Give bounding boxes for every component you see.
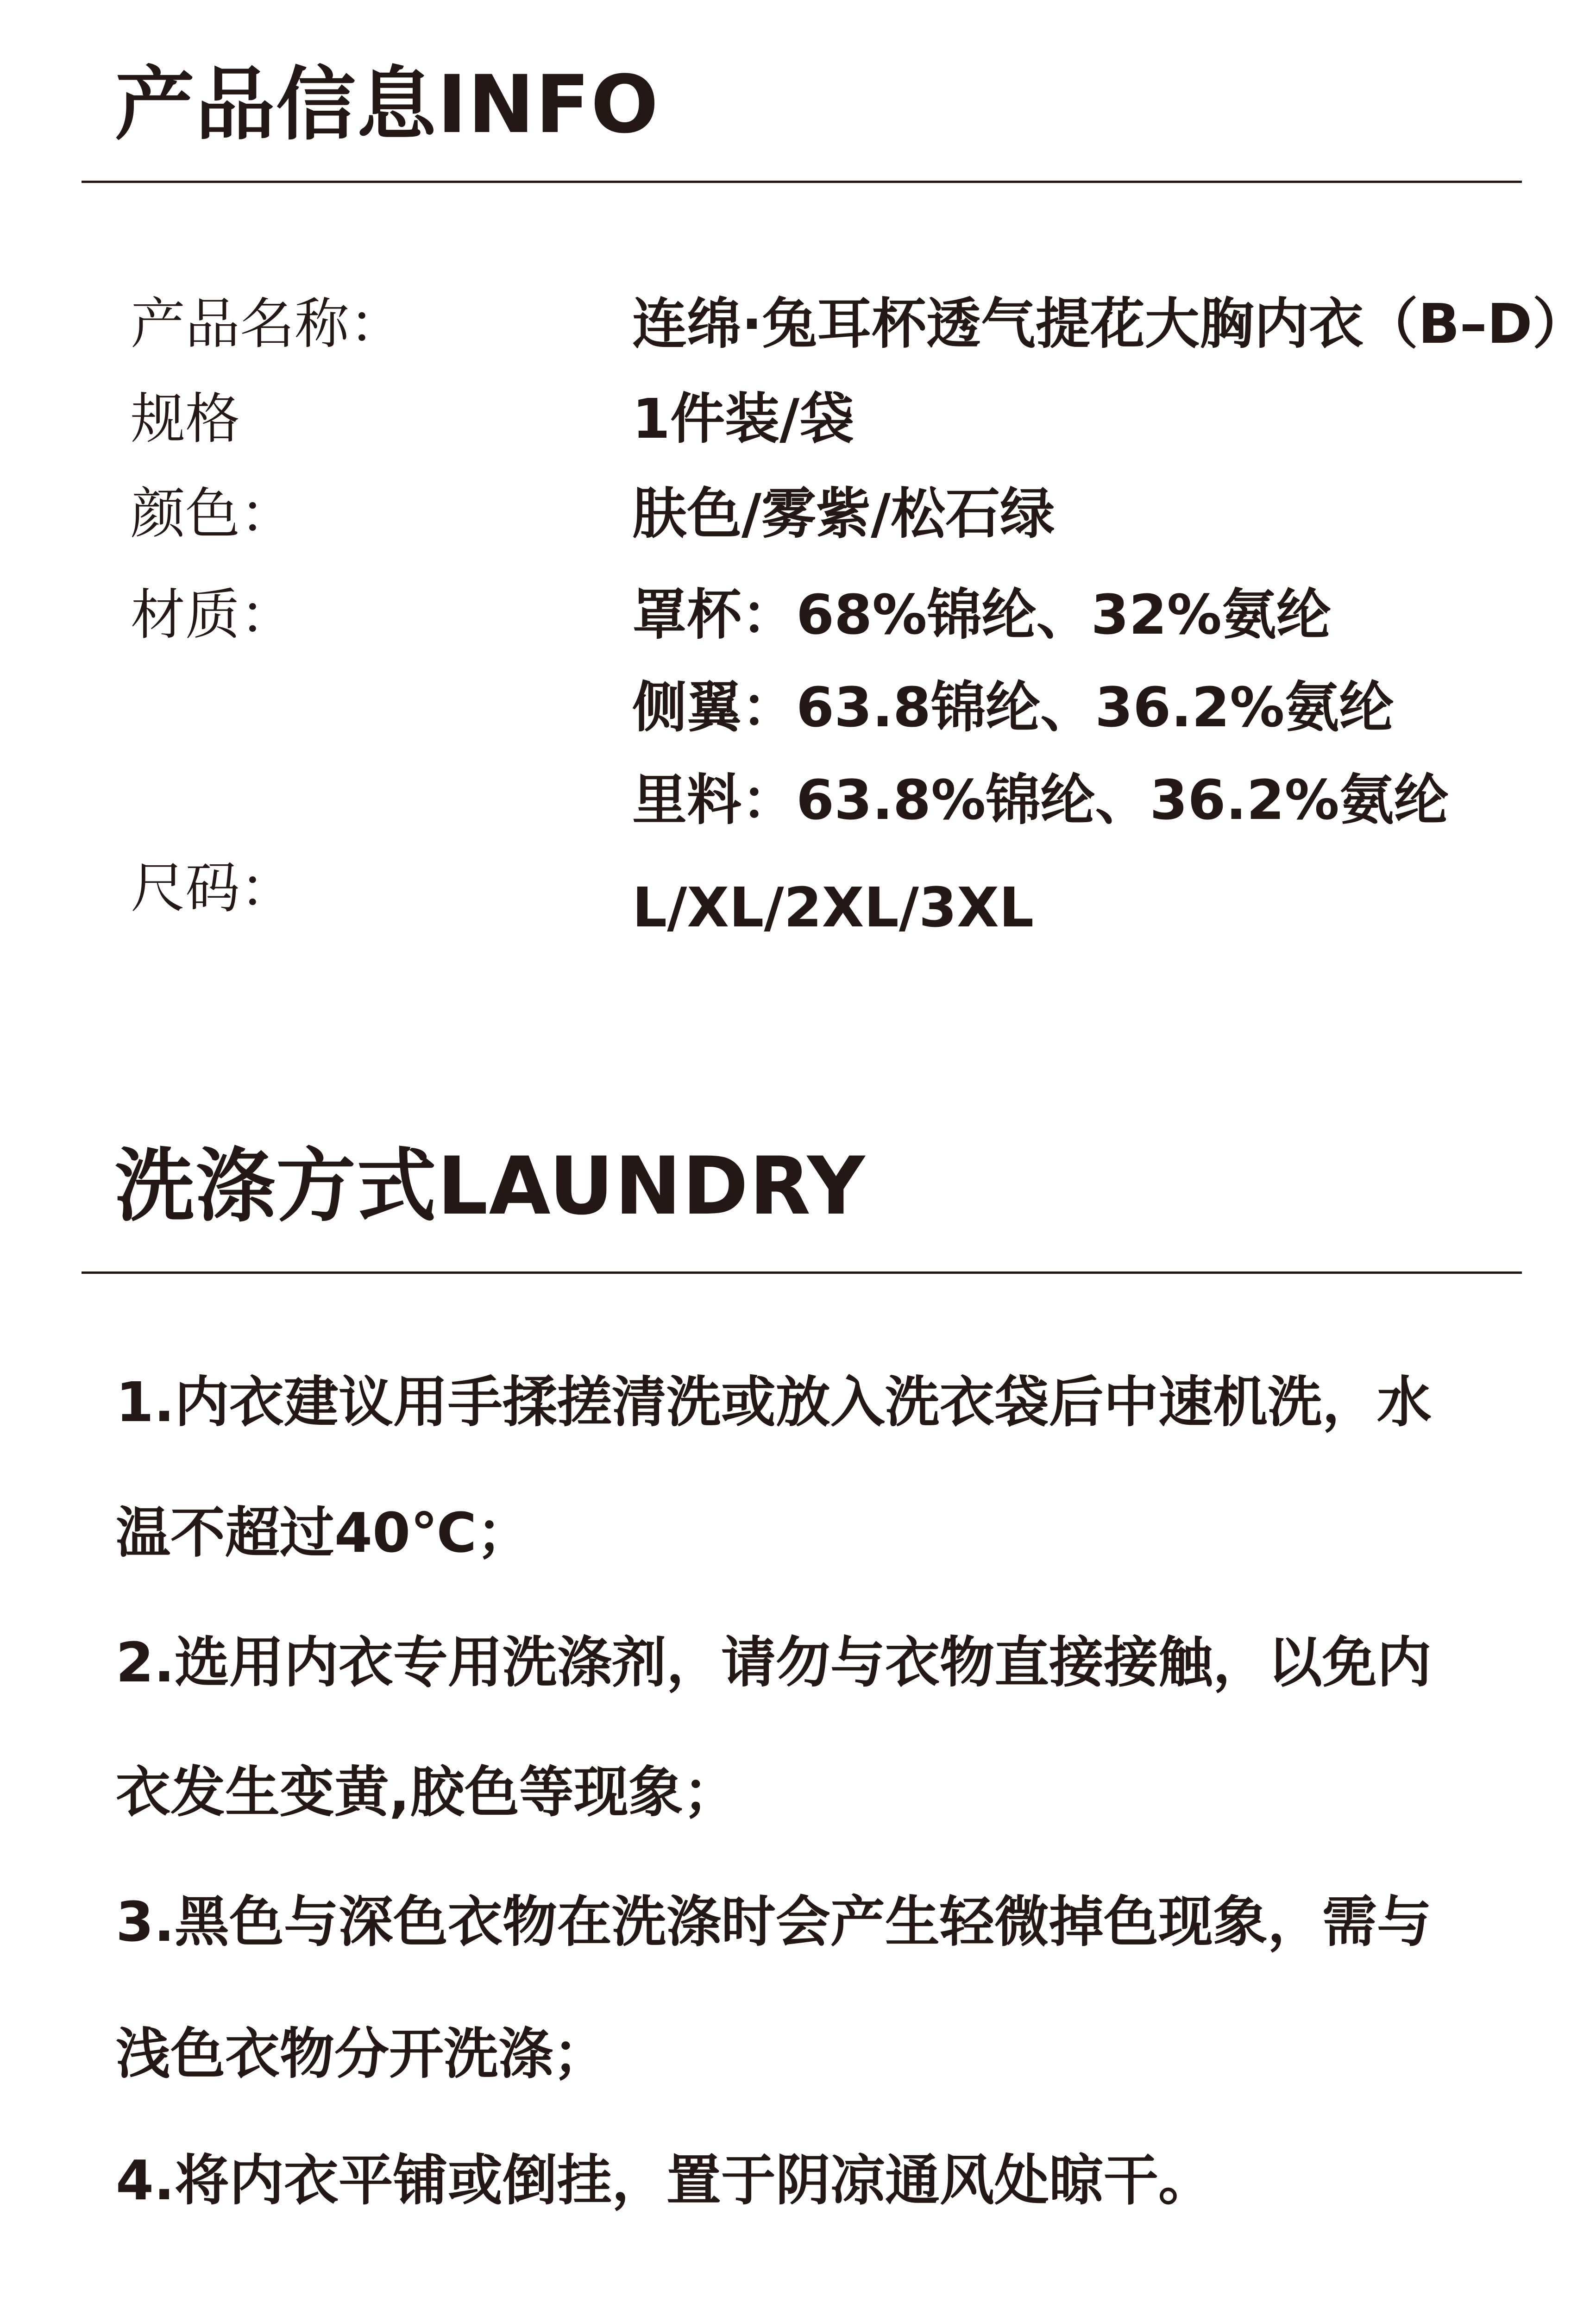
info-value-material-cup: 罩杯：68%锦纶、32%氨纶 [632,583,1331,647]
info-label-product-name: 产品名称： [131,292,404,356]
info-value-material-lining: 里料：63.8%锦纶、36.2%氨纶 [632,768,1449,832]
laundry-line-1: 1.内衣建议用手揉搓清洗或放入洗衣袋后中速机洗，水 [116,1370,1432,1434]
info-label-size: 尺码： [131,856,295,920]
info-label-color: 颜色： [131,482,295,546]
info-value-product-name: 连绵·兔耳杯透气提花大胸内衣（B–D） [632,292,1587,356]
info-value-material-wing: 侧翼：63.8锦纶、36.2%氨纶 [632,675,1394,739]
laundry-line-7: 4.将内衣平铺或倒挂，置于阴凉通风处晾干。 [116,2148,1213,2212]
info-divider [82,181,1522,183]
info-value-color: 肤色/雾紫/松石绿 [632,482,1055,546]
info-label-material: 材质： [131,583,295,647]
laundry-line-4: 衣发生变黄,胶色等现象； [116,1760,738,1824]
laundry-divider [82,1271,1522,1274]
info-value-size: L/XL/2XL/3XL [632,875,1034,939]
info-section-title: 产品信息INFO [115,58,660,151]
laundry-line-3: 2.选用内衣专用洗涤剂，请勿与衣物直接接触，以免内 [116,1630,1432,1694]
info-label-spec: 规格 [131,387,240,451]
info-value-spec: 1件装/袋 [632,387,855,451]
laundry-line-6: 浅色衣物分开洗涤； [116,2022,608,2086]
laundry-line-2: 温不超过40℃； [116,1501,532,1565]
laundry-line-5: 3.黑色与深色衣物在洗涤时会产生轻微掉色现象，需与 [116,1890,1432,1954]
laundry-section-title: 洗涤方式LAUNDRY [115,1139,866,1233]
